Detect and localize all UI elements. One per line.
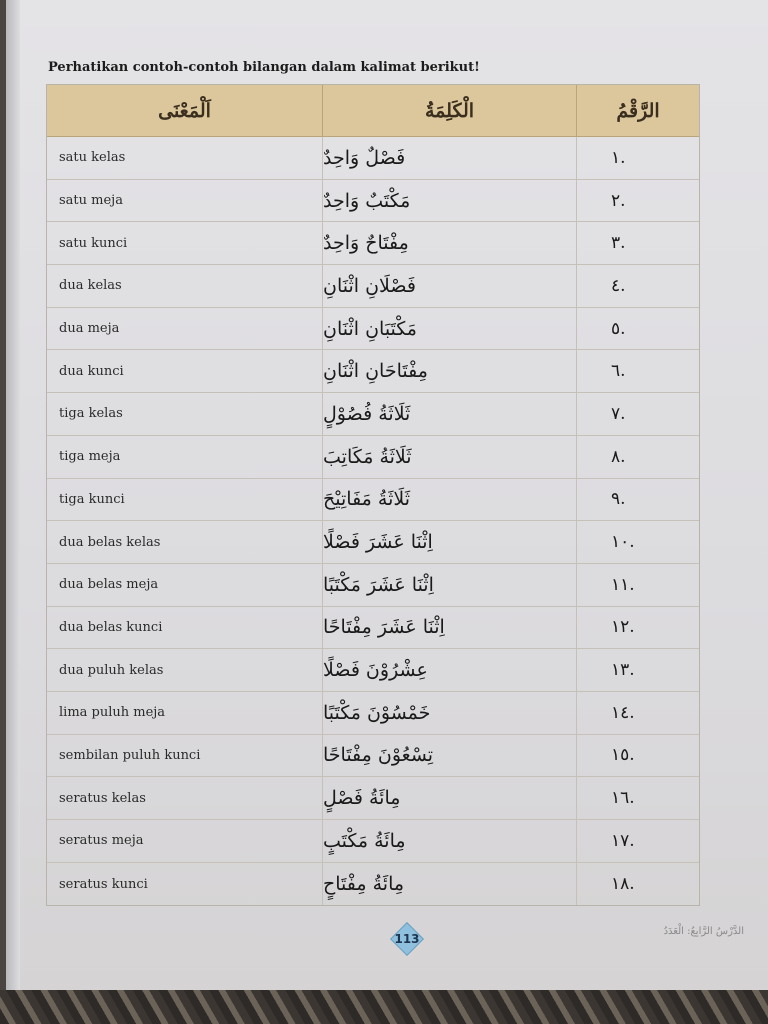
row-number-cell: ٤.: [611, 275, 626, 296]
row-number-cell: ١٣.: [611, 660, 635, 681]
meaning-cell: dua meja: [47, 308, 323, 350]
arabic-word-cell: فَصْلٌ وَاحِدٌ: [323, 137, 577, 179]
header-number: الرَّقْمُ: [616, 99, 660, 122]
meaning-cell: tiga meja: [47, 436, 323, 478]
arabic-word-cell: ثَلَاثَةُ مَكَاتِبَ: [323, 436, 577, 478]
table-row: [47, 222, 699, 265]
table-row: [47, 436, 699, 479]
table-row: [47, 521, 699, 564]
meaning-cell: satu meja: [47, 180, 323, 222]
row-number-cell: ١٤.: [611, 702, 635, 723]
arabic-word-cell: مِائَةُ مِفْتَاحٍ: [323, 863, 577, 906]
arabic-word-cell: مَكْتَبَانِ اثْنَانِ: [323, 308, 577, 350]
table-row: [47, 350, 699, 393]
row-number-cell: ٣.: [611, 233, 626, 254]
table-row: [47, 479, 699, 522]
meaning-cell: seratus meja: [47, 820, 323, 862]
arabic-word-cell: مَكْتَبٌ وَاحِدٌ: [323, 180, 577, 222]
meaning-cell: dua belas kunci: [47, 607, 323, 649]
table-row: [47, 137, 699, 180]
meaning-cell: seratus kelas: [47, 777, 323, 819]
arabic-word-cell: عِشْرُوْنَ فَصْلًا: [323, 649, 577, 691]
table-header: [47, 85, 699, 137]
table-row: [47, 692, 699, 735]
arabic-word-cell: مِائَةُ مَكْتَبٍ: [323, 820, 577, 862]
row-number-cell: ١١.: [611, 574, 635, 595]
page-number: 113: [394, 932, 420, 946]
table-row: [47, 180, 699, 223]
table-row: [47, 265, 699, 308]
arabic-word-cell: اِثْنَا عَشَرَ مِفْتَاحًا: [323, 607, 577, 649]
arabic-word-cell: مِفْتَاحٌ وَاحِدٌ: [323, 222, 577, 264]
row-number-cell: ٧.: [611, 403, 626, 424]
row-number-cell: ٩.: [611, 489, 626, 510]
background-carpet: [0, 990, 768, 1024]
table-row: [47, 564, 699, 607]
arabic-word-cell: اِثْنَا عَشَرَ مَكْتَبًا: [323, 564, 577, 606]
header-word: الْكَلِمَةُ: [323, 85, 577, 136]
row-number-cell: ٨.: [611, 446, 626, 467]
page-number-badge: [388, 924, 426, 954]
arabic-word-cell: اِثْنَا عَشَرَ فَصْلًا: [323, 521, 577, 563]
table-row: [47, 649, 699, 692]
arabic-word-cell: مِفْتَاحَانِ اثْنَانِ: [323, 350, 577, 392]
table-row: [47, 777, 699, 820]
row-number-cell: ١.: [611, 147, 626, 168]
arabic-word-cell: فَصْلَانِ اثْنَانِ: [323, 265, 577, 307]
arabic-word-cell: ثَلَاثَةُ مَفَاتِيْحَ: [323, 479, 577, 521]
meaning-cell: dua kunci: [47, 350, 323, 392]
meaning-cell: dua puluh kelas: [47, 649, 323, 691]
arabic-word-cell: خَمْسُوْنَ مَكْتَبًا: [323, 692, 577, 734]
meaning-cell: seratus kunci: [47, 863, 323, 906]
row-number-cell: ٢.: [611, 190, 626, 211]
table-row: [47, 393, 699, 436]
row-number-cell: ١٦.: [611, 788, 635, 809]
arabic-word-cell: ثَلَاثَةُ فُصُوْلٍ: [323, 393, 577, 435]
table-row: [47, 308, 699, 351]
row-number-cell: ١٥.: [611, 745, 635, 766]
meaning-cell: dua belas kelas: [47, 521, 323, 563]
numbers-table: [46, 84, 700, 906]
row-number-cell: ١٠.: [611, 532, 635, 553]
footer-chapter: الدَّرْسُ الرَّابِعُ: الْعَدَدُ: [663, 926, 744, 937]
intro-text: Perhatikan contoh-contoh bilangan dalam kalimat berikut!: [48, 60, 480, 75]
table-row: [47, 735, 699, 778]
book-spine: [6, 0, 20, 990]
meaning-cell: lima puluh meja: [47, 692, 323, 734]
row-number-cell: ١٧.: [611, 830, 635, 851]
meaning-cell: satu kunci: [47, 222, 323, 264]
meaning-cell: dua kelas: [47, 265, 323, 307]
table-row: [47, 607, 699, 650]
header-meaning: اَلْمَعْنَى: [47, 85, 323, 136]
meaning-cell: tiga kelas: [47, 393, 323, 435]
row-number-cell: ٦.: [611, 361, 626, 382]
table-row: [47, 863, 699, 906]
table-row: [47, 820, 699, 863]
row-number-cell: ٥.: [611, 318, 626, 339]
row-number-cell: ١٨.: [611, 874, 635, 895]
arabic-word-cell: مِائَةُ فَصْلٍ: [323, 777, 577, 819]
meaning-cell: tiga kunci: [47, 479, 323, 521]
row-number-cell: ١٢.: [611, 617, 635, 638]
meaning-cell: satu kelas: [47, 137, 323, 179]
arabic-word-cell: تِسْعُوْنَ مِفْتَاحًا: [323, 735, 577, 777]
meaning-cell: dua belas meja: [47, 564, 323, 606]
meaning-cell: sembilan puluh kunci: [47, 735, 323, 777]
